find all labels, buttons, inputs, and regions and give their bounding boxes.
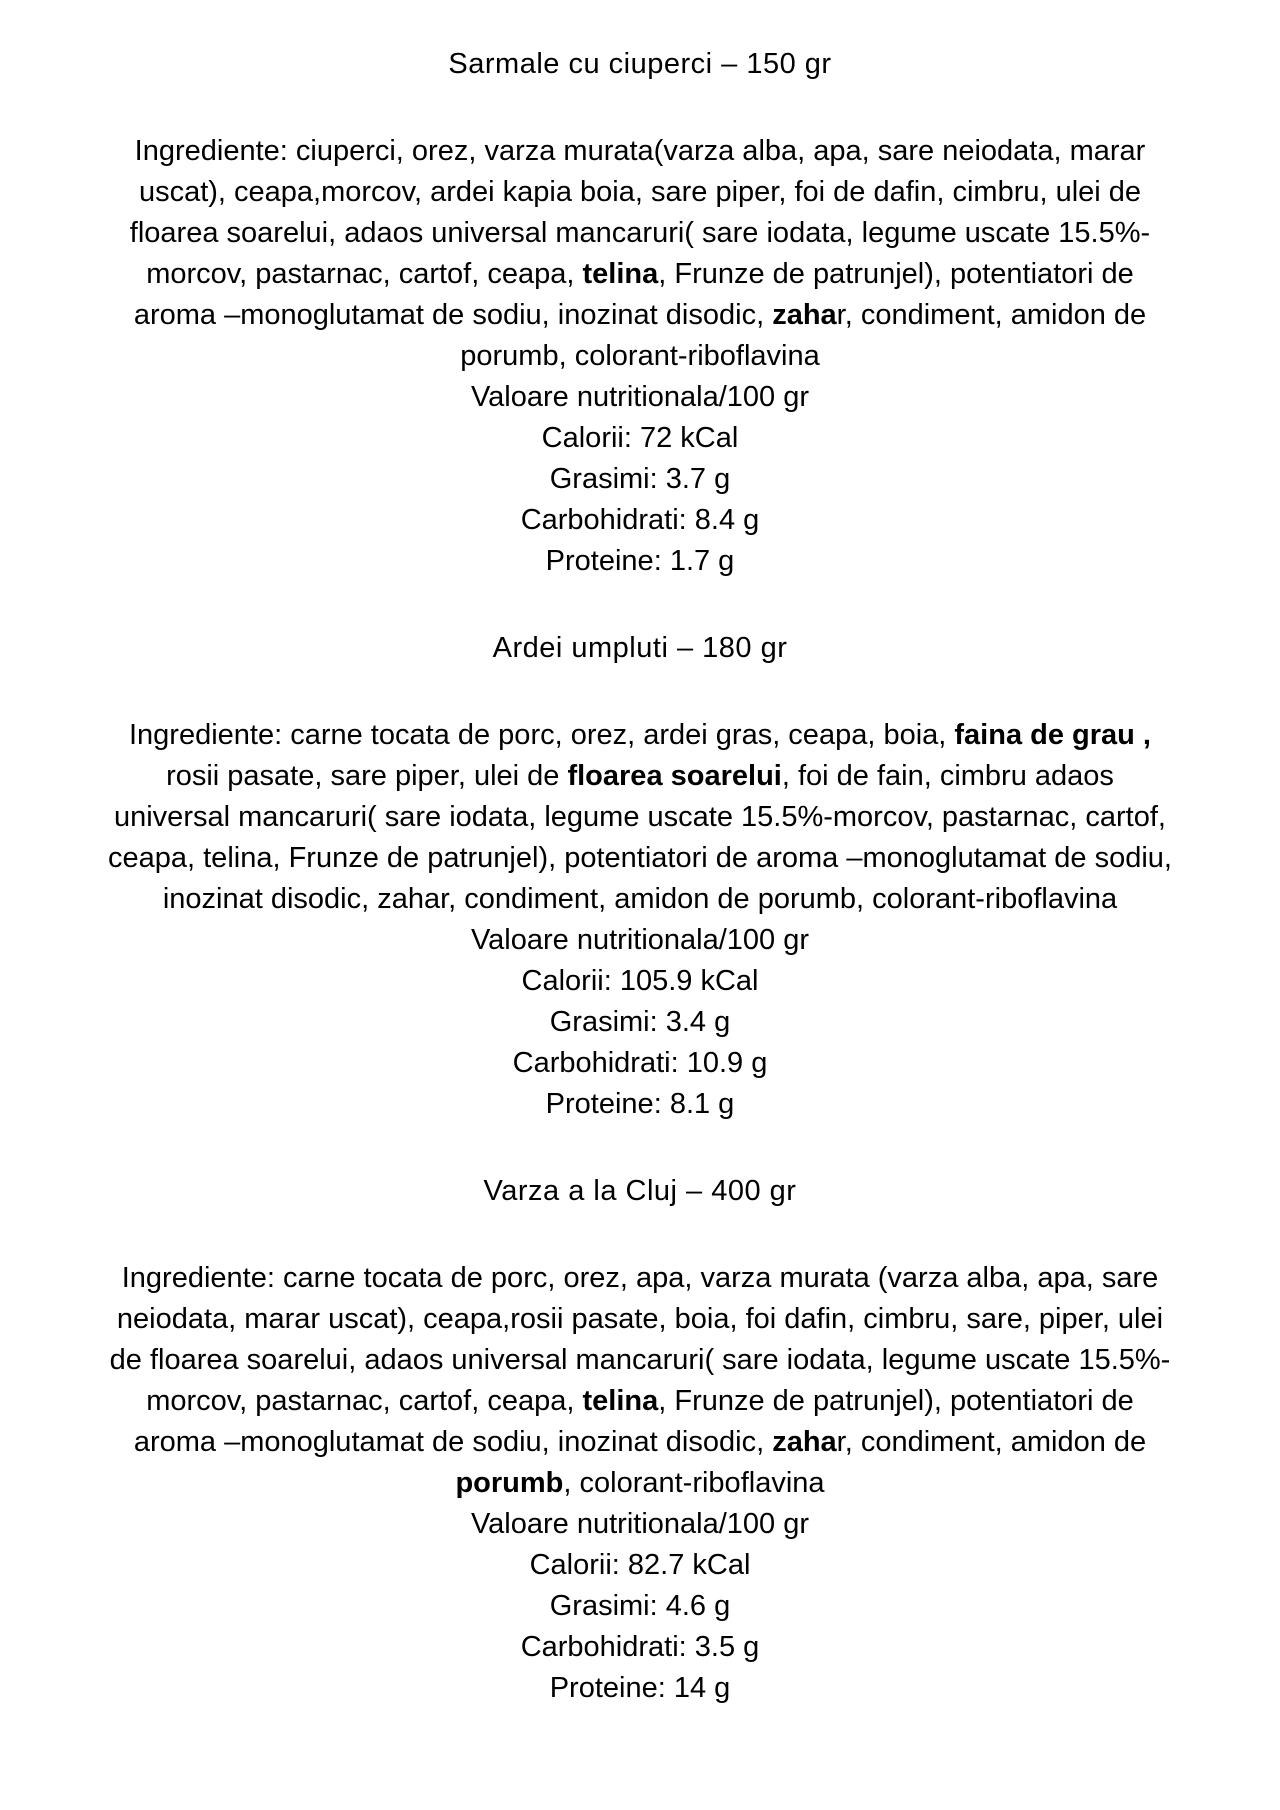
nutrition-value: 4.6 g: [665, 1590, 731, 1622]
nutrition-label: Calorii: [521, 965, 604, 997]
nutrition-label: Calorii: [529, 1549, 612, 1581]
nutrition-value: 8.4 g: [694, 504, 760, 536]
nutrition-header: Valoare nutritionala/100 gr: [470, 381, 810, 413]
nutrition-header: Valoare nutritionala/100 gr: [470, 1508, 810, 1540]
nutrition-rows: [105, 961, 1175, 1125]
label-value-separator: :: [657, 1672, 674, 1704]
ingredient-segment: rosii pasate, sare piper, ulei de: [166, 760, 568, 792]
product-title: Varza a la Cluj – 400 gr: [483, 1175, 797, 1207]
label-value-separator: :: [653, 545, 670, 577]
ingredients-paragraph: [105, 1258, 1175, 1504]
ingredient-segment: , Frunze de patrunjel), potentiatori de aroma –monoglutamat de sodiu, inozinat disodic,: [133, 1385, 1134, 1458]
ingredient-segment: , foi de fain, cimbru adaos universal mancaruri( sare iodata, legume uscate 15.5%-morcov, pastarnac, cartof, ceapa, telina, Frunze de patrunjel), potentiatori de aroma –monoglutamat de sodiu, inozinat disodic, zahar, condiment, amidon de porumb, colorant-riboflavina: [108, 760, 1172, 915]
nutrition-row: [105, 500, 1175, 541]
ingredient-segment: Ingrediente: carne tocata de porc, orez, apa, varza murata (varza alba, apa, sare neiodata, marar uscat), ceapa,rosii pasate, boia, foi dafin, cimbru, sare, piper, ulei de floarea soarelui, adaos universal mancaruri( sare iodata, legume uscate 15.5%-morcov, pastarnac, cartof, ceapa,: [109, 1262, 1171, 1417]
ingredient-segment: r, condiment, amidon de: [836, 1426, 1147, 1458]
nutrition-header: Valoare nutritionala/100 gr: [470, 924, 810, 956]
ingredient-segment: , Frunze de patrunjel), potentiatori de aroma –monoglutamat de sodiu, inozinat disodic,: [133, 258, 1134, 331]
label-value-separator: :: [623, 422, 640, 454]
nutrition-rows: [105, 418, 1175, 582]
label-value-separator: :: [649, 1006, 666, 1038]
nutrition-value: 10.9 g: [686, 1047, 768, 1079]
nutrition-value: 3.7 g: [665, 463, 731, 495]
ingredient-segment-bold: porumb: [455, 1467, 564, 1499]
nutrition-row: [105, 1043, 1175, 1084]
ingredient-segment-bold: faina de grau ,: [954, 719, 1151, 751]
nutrition-row: [105, 961, 1175, 1002]
nutrition-row: [105, 1668, 1175, 1709]
nutrition-label: Grasimi: [549, 463, 650, 495]
nutrition-row: [105, 1627, 1175, 1668]
product-section: [105, 44, 1175, 582]
ingredient-segment-bold: zaha: [772, 1426, 837, 1458]
nutrition-label: Proteine: [545, 545, 654, 577]
nutrition-value: 82.7 kCal: [627, 1549, 751, 1581]
label-value-separator: :: [678, 1631, 695, 1663]
nutrition-row: [105, 1002, 1175, 1043]
label-value-separator: :: [611, 1549, 628, 1581]
label-value-separator: :: [649, 1590, 666, 1622]
nutrition-row: [105, 418, 1175, 459]
nutrition-row: [105, 1084, 1175, 1125]
product-section: [105, 628, 1175, 1125]
ingredient-segment: , colorant-riboflavina: [563, 1467, 825, 1499]
nutrition-label: Grasimi: [549, 1006, 650, 1038]
nutrition-value: 1.7 g: [669, 545, 735, 577]
nutrition-label: Proteine: [545, 1088, 654, 1120]
ingredients-paragraph: [105, 131, 1175, 377]
label-value-separator: :: [649, 463, 666, 495]
label-value-separator: :: [678, 504, 695, 536]
ingredient-segment-bold: telina: [582, 258, 659, 290]
product-title: Sarmale cu ciuperci – 150 gr: [448, 48, 832, 80]
product-label-document: [105, 44, 1175, 1709]
nutrition-value: 3.5 g: [694, 1631, 760, 1663]
nutrition-value: 8.1 g: [669, 1088, 735, 1120]
label-value-separator: :: [603, 965, 620, 997]
ingredient-segment-bold: zaha: [772, 299, 837, 331]
nutrition-row: [105, 1545, 1175, 1586]
ingredient-segment: r, condiment, amidon de porumb, colorant-riboflavina: [460, 299, 1147, 372]
nutrition-row: [105, 459, 1175, 500]
ingredients-paragraph: [105, 715, 1175, 920]
label-value-separator: :: [653, 1088, 670, 1120]
nutrition-value: 72 kCal: [639, 422, 739, 454]
nutrition-label: Calorii: [541, 422, 624, 454]
nutrition-rows: [105, 1545, 1175, 1709]
ingredient-segment-bold: floarea soarelui: [567, 760, 782, 792]
nutrition-value: 14 g: [673, 1672, 731, 1704]
label-value-separator: :: [670, 1047, 687, 1079]
nutrition-value: 105.9 kCal: [619, 965, 759, 997]
ingredient-segment: Ingrediente: carne tocata de porc, orez, ardei gras, ceapa, boia,: [128, 719, 955, 751]
nutrition-label: Carbohidrati: [520, 1631, 679, 1663]
nutrition-row: [105, 541, 1175, 582]
nutrition-value: 3.4 g: [665, 1006, 731, 1038]
product-section: [105, 1171, 1175, 1709]
nutrition-label: Grasimi: [549, 1590, 650, 1622]
nutrition-row: [105, 1586, 1175, 1627]
product-title: Ardei umpluti – 180 gr: [492, 632, 788, 664]
nutrition-label: Carbohidrati: [512, 1047, 671, 1079]
ingredient-segment-bold: telina: [582, 1385, 659, 1417]
nutrition-label: Carbohidrati: [520, 504, 679, 536]
nutrition-label: Proteine: [549, 1672, 658, 1704]
ingredient-segment: Ingrediente: ciuperci, orez, varza murata(varza alba, apa, sare neiodata, marar uscat), ceapa,morcov, ardei kapia boia, sare piper, foi de dafin, cimbru, ulei de floarea soarelui, adaos universal mancaruri( sare iodata, legume uscate 15.5%-morcov, pastarnac, cartof, ceapa,: [129, 135, 1151, 290]
